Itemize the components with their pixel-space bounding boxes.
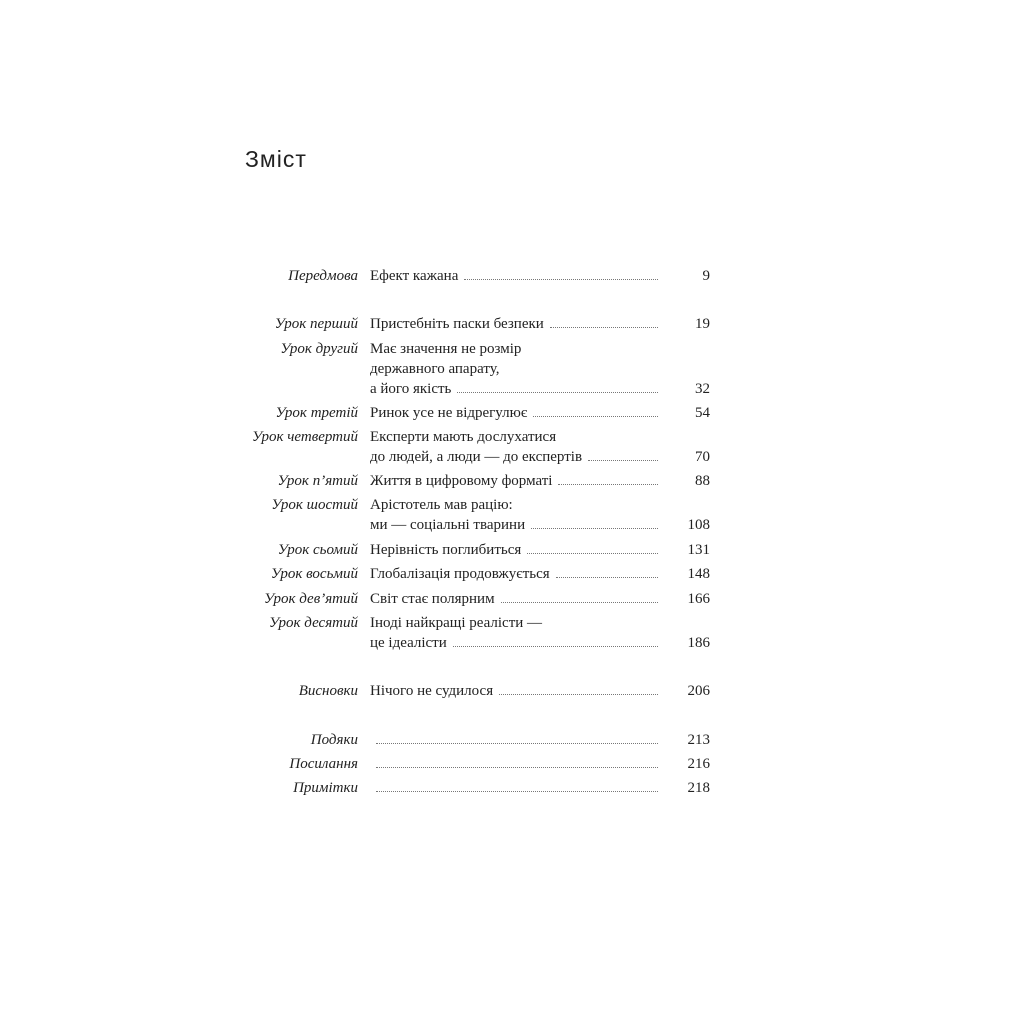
dot-leader [453,633,658,647]
toc-entry-title [370,778,660,798]
toc-entry-title [370,471,660,491]
toc-page-number: 148 [687,566,710,582]
toc-page-number: 88 [695,473,710,489]
toc-entry-title [370,564,660,584]
page-title: Зміст [245,146,307,172]
toc-entry-label: Урок десятий [269,615,358,631]
dot-leader [558,471,658,485]
toc-title-line: Ефект кажана [370,268,459,284]
toc-entry-label: Урок перший [274,316,358,332]
dot-leader [376,730,658,744]
dot-leader [550,314,658,328]
toc-page-number: 131 [687,542,710,558]
toc-page-number: 166 [687,591,710,607]
toc-entry-label: Висновки [298,683,358,699]
toc-page-number: 19 [695,316,710,332]
toc-title-line: а його якість [370,381,452,397]
toc-page-number: 213 [687,732,710,748]
toc-title-line: Арістотель мав рацію: [370,497,513,513]
toc-entry-title [370,427,660,467]
dot-leader [527,540,658,554]
toc-title-line: Пристебніть паски безпеки [370,316,544,332]
toc-entry-label: Урок восьмий [270,566,358,582]
toc-entry-label: Урок сьомий [277,542,358,558]
toc-entry-label: Урок п’ятий [277,473,358,489]
toc-page-number: 32 [695,381,710,397]
toc-page-number: 108 [687,517,710,533]
dot-leader [531,515,658,529]
toc-title-line: Нічого не судилося [370,683,494,699]
toc-page-number: 216 [687,756,710,772]
toc-entry-label: Урок четвертий [251,429,358,445]
toc-page-number: 54 [695,405,710,421]
dot-leader [556,564,658,578]
toc-title-line: Світ стає полярним [370,591,495,607]
dot-leader [464,266,658,280]
toc-entry-title [370,339,660,399]
toc-entry-title [370,754,660,774]
toc-title-line: Нерівність поглибиться [370,542,522,558]
toc-title-line: Глобалізація продовжується [370,566,550,582]
toc-page-number: 9 [702,268,710,284]
toc-title-line: до людей, а люди — до експертів [370,449,583,465]
toc-entry-label: Передмова [288,268,358,284]
toc-title-line: державного апарату, [370,361,500,377]
toc-entry-title [370,613,660,653]
dot-leader [588,447,658,461]
dot-leader [533,403,658,417]
dot-leader [376,754,658,768]
toc-title-line: Експерти мають дослухатися [370,429,557,445]
toc-entry-label: Урок третій [275,405,358,421]
toc-page-number: 70 [695,449,710,465]
dot-leader [376,778,658,792]
toc-entry-title [370,403,660,423]
dot-leader [501,589,658,603]
toc-entry-label: Урок другий [280,341,358,357]
toc-title-line: ми — соціальні тварини [370,517,526,533]
toc-entry-label: Примітки [293,780,358,796]
toc-entry-label: Урок дев’ятий [264,591,358,607]
dot-leader [457,379,658,393]
toc-page-number: 206 [687,683,710,699]
toc-page-number: 186 [687,635,710,651]
toc-entry-title [370,266,660,286]
toc-entry-label: Посилання [289,756,358,772]
toc-title-line: це ідеалісти [370,635,447,651]
toc-entry-title [370,681,660,701]
toc-entry-title [370,730,660,750]
toc-entry-title [370,495,660,535]
toc-entry-title [370,314,660,334]
toc-page-number: 218 [687,780,710,796]
toc-title-line: Має значення не розмір [370,341,522,357]
toc-entry-title [370,540,660,560]
toc-entry-label: Урок шостий [271,497,358,513]
toc-title-line: Життя в цифровому форматі [370,473,553,489]
toc-title-line: Ринок усе не відрегулює [370,405,528,421]
toc-title-line: Іноді найкращі реалісти — [370,615,543,631]
toc-entry-title [370,589,660,609]
dot-leader [499,681,658,695]
toc-entry-label: Подяки [310,732,358,748]
